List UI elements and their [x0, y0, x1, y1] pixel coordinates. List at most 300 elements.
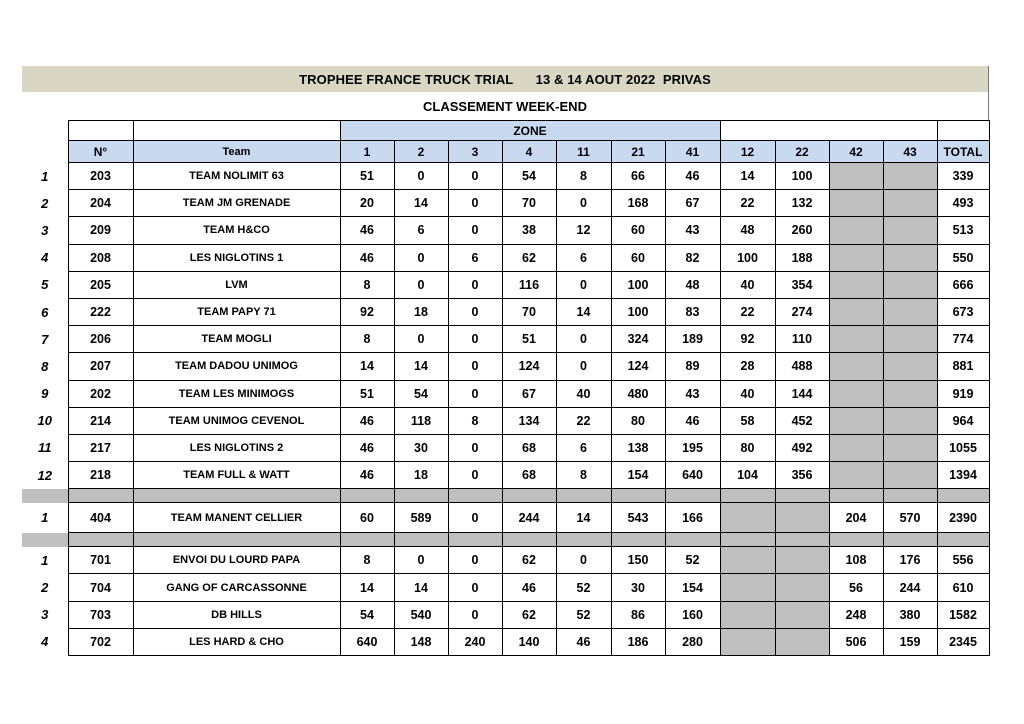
zone-score-cell: 0	[448, 217, 502, 244]
zone-score-cell: 51	[502, 326, 556, 353]
zone-score-cell: 0	[556, 547, 611, 574]
disabled-zone-cell	[883, 163, 937, 190]
team-number-cell: 217	[68, 434, 133, 461]
zone-score-cell: 274	[775, 298, 829, 325]
rank-cell: 9	[41, 386, 49, 402]
zone-score-cell: 60	[611, 217, 665, 244]
col-header-team: Team	[133, 141, 340, 163]
zone-score-cell: 54	[340, 601, 394, 628]
zone-score-cell: 244	[502, 503, 556, 533]
zone-score-cell: 43	[665, 217, 720, 244]
team-number-cell: 208	[68, 244, 133, 271]
disabled-zone-cell	[829, 380, 883, 407]
zone-score-cell: 138	[611, 434, 665, 461]
team-number-cell: 204	[68, 190, 133, 217]
zone-score-cell: 86	[611, 601, 665, 628]
zone-score-cell: 40	[720, 271, 775, 298]
zone-score-cell: 492	[775, 434, 829, 461]
zone-score-cell: 89	[665, 353, 720, 380]
zone-score-cell: 108	[829, 547, 883, 574]
zone-score-cell: 6	[448, 244, 502, 271]
disabled-zone-cell	[883, 462, 937, 489]
zone-score-cell: 260	[775, 217, 829, 244]
team-number-cell: 207	[68, 353, 133, 380]
zone-score-cell: 18	[394, 298, 448, 325]
separator-cell	[448, 489, 502, 503]
rank-cell: 8	[41, 358, 49, 374]
zone-score-cell: 8	[448, 407, 502, 434]
disabled-zone-cell	[883, 244, 937, 271]
zone-score-cell: 506	[829, 628, 883, 655]
zone-score-cell: 22	[720, 190, 775, 217]
zone-score-cell: 67	[665, 190, 720, 217]
separator-cell	[448, 533, 502, 547]
team-name-cell: DB HILLS	[133, 601, 340, 628]
zone-score-cell: 0	[556, 326, 611, 353]
disabled-zone-cell	[829, 353, 883, 380]
total-cell: 1582	[937, 601, 989, 628]
team-name-cell: TEAM UNIMOG CEVENOL	[133, 407, 340, 434]
col-header-zone: 42	[829, 141, 883, 163]
zone-score-cell: 56	[829, 574, 883, 601]
col-header-zone: 1	[340, 141, 394, 163]
zone-score-cell: 0	[448, 326, 502, 353]
column-header-row	[22, 141, 989, 163]
disabled-zone-cell	[883, 380, 937, 407]
zone-score-cell: 204	[829, 503, 883, 533]
zone-score-cell: 154	[611, 462, 665, 489]
total-cell: 493	[937, 190, 989, 217]
zone-score-cell: 8	[340, 326, 394, 353]
disabled-zone-cell	[720, 503, 775, 533]
separator-cell	[502, 533, 556, 547]
team-name-cell: TEAM LES MINIMOGS	[133, 380, 340, 407]
zone-score-cell: 8	[340, 271, 394, 298]
title-bar	[22, 66, 988, 92]
separator-cell	[937, 489, 989, 503]
zone-score-cell: 0	[556, 271, 611, 298]
team-name-cell: ENVOI DU LOURD PAPA	[133, 547, 340, 574]
total-cell: 881	[937, 353, 989, 380]
zone-label: ZONE	[340, 121, 720, 141]
zone-score-cell: 589	[394, 503, 448, 533]
separator-cell	[556, 489, 611, 503]
zone-score-cell: 0	[448, 462, 502, 489]
team-number-cell: 203	[68, 163, 133, 190]
total-cell: 774	[937, 326, 989, 353]
rank-cell: 4	[41, 634, 49, 650]
zone-score-cell: 100	[720, 244, 775, 271]
zone-score-cell: 8	[340, 547, 394, 574]
zone-score-cell: 46	[556, 628, 611, 655]
zone-score-cell: 132	[775, 190, 829, 217]
rank-cell: 10	[37, 413, 52, 429]
total-cell: 2345	[937, 628, 989, 655]
zone-score-cell: 160	[665, 601, 720, 628]
disabled-zone-cell	[883, 353, 937, 380]
zone-score-cell: 0	[448, 353, 502, 380]
total-cell: 1055	[937, 434, 989, 461]
disabled-zone-cell	[775, 628, 829, 655]
zone-score-cell: 51	[340, 163, 394, 190]
separator-cell	[611, 489, 665, 503]
zone-score-cell: 46	[340, 462, 394, 489]
separator-cell	[394, 489, 448, 503]
total-cell: 513	[937, 217, 989, 244]
table-row	[22, 217, 989, 244]
zone-score-cell: 30	[394, 434, 448, 461]
zone-score-cell: 0	[394, 326, 448, 353]
table-row	[22, 190, 989, 217]
disabled-zone-cell	[883, 434, 937, 461]
rank-cell: 1	[41, 552, 49, 568]
zone-score-cell: 140	[502, 628, 556, 655]
separator-cell	[775, 489, 829, 503]
separator-cell	[883, 489, 937, 503]
disabled-zone-cell	[883, 190, 937, 217]
total-cell: 666	[937, 271, 989, 298]
zone-score-cell: 52	[665, 547, 720, 574]
zone-score-cell: 195	[665, 434, 720, 461]
zone-score-cell: 100	[611, 298, 665, 325]
zone-score-cell: 66	[611, 163, 665, 190]
zone-score-cell: 244	[883, 574, 937, 601]
table-row	[22, 434, 989, 461]
zone-score-cell: 70	[502, 298, 556, 325]
team-number-cell: 704	[68, 574, 133, 601]
disabled-zone-cell	[829, 298, 883, 325]
separator-cell	[502, 489, 556, 503]
group-separator	[22, 533, 989, 547]
zone-score-cell: 70	[502, 190, 556, 217]
disabled-zone-cell	[829, 244, 883, 271]
zone-score-cell: 68	[502, 462, 556, 489]
disabled-zone-cell	[829, 190, 883, 217]
disabled-zone-cell	[720, 601, 775, 628]
col-header-zone: 41	[665, 141, 720, 163]
rank-cell: 11	[38, 440, 52, 456]
zone-score-cell: 186	[611, 628, 665, 655]
team-number-cell: 404	[68, 503, 133, 533]
zone-score-cell: 154	[665, 574, 720, 601]
zone-score-cell: 248	[829, 601, 883, 628]
team-number-cell: 703	[68, 601, 133, 628]
zone-score-cell: 14	[556, 503, 611, 533]
table-row	[22, 628, 989, 655]
zone-score-cell: 14	[556, 298, 611, 325]
zone-score-cell: 640	[340, 628, 394, 655]
rank-cell: 7	[41, 331, 49, 347]
zone-score-cell: 0	[448, 434, 502, 461]
zone-score-cell: 0	[448, 271, 502, 298]
rank-cell: 2	[41, 195, 49, 211]
separator-cell	[829, 489, 883, 503]
zone-score-cell: 46	[340, 434, 394, 461]
zone-score-cell: 166	[665, 503, 720, 533]
zone-score-cell: 100	[775, 163, 829, 190]
zone-score-cell: 116	[502, 271, 556, 298]
table-row	[22, 380, 989, 407]
zone-score-cell: 68	[502, 434, 556, 461]
table-row	[22, 574, 989, 601]
zone-score-cell: 46	[665, 163, 720, 190]
team-name-cell: TEAM FULL & WATT	[133, 462, 340, 489]
zone-score-cell: 22	[556, 407, 611, 434]
zone-score-cell: 80	[720, 434, 775, 461]
separator-cell	[611, 533, 665, 547]
rank-cell: 12	[37, 467, 52, 483]
zone-score-cell: 60	[611, 244, 665, 271]
disabled-zone-cell	[829, 217, 883, 244]
col-header-zone: 12	[720, 141, 775, 163]
disabled-zone-cell	[829, 434, 883, 461]
zone-score-cell: 22	[720, 298, 775, 325]
zone-score-cell: 148	[394, 628, 448, 655]
col-header-zone: 43	[883, 141, 937, 163]
team-number-cell: 222	[68, 298, 133, 325]
zone-score-cell: 570	[883, 503, 937, 533]
separator-cell	[340, 533, 394, 547]
zone-score-cell: 124	[502, 353, 556, 380]
disabled-zone-cell	[829, 326, 883, 353]
zone-score-cell: 354	[775, 271, 829, 298]
rank-cell: 5	[41, 277, 49, 293]
team-name-cell: TEAM PAPY 71	[133, 298, 340, 325]
separator-cell	[133, 489, 340, 503]
zone-score-cell: 14	[340, 353, 394, 380]
team-name-cell: TEAM MOGLI	[133, 326, 340, 353]
team-number-cell: 206	[68, 326, 133, 353]
zone-score-cell: 92	[340, 298, 394, 325]
zone-score-cell: 0	[448, 574, 502, 601]
total-cell: 610	[937, 574, 989, 601]
separator-cell	[665, 533, 720, 547]
disabled-zone-cell	[720, 628, 775, 655]
total-cell: 339	[937, 163, 989, 190]
zone-score-cell: 43	[665, 380, 720, 407]
col-header-zone: 21	[611, 141, 665, 163]
zone-score-cell: 62	[502, 601, 556, 628]
zone-score-cell: 144	[775, 380, 829, 407]
team-number-cell: 218	[68, 462, 133, 489]
zone-score-cell: 0	[448, 163, 502, 190]
zone-score-cell: 62	[502, 244, 556, 271]
results-table	[22, 120, 990, 656]
zone-score-cell: 38	[502, 217, 556, 244]
disabled-zone-cell	[829, 462, 883, 489]
team-number-cell: 205	[68, 271, 133, 298]
rank-cell: 3	[41, 222, 49, 238]
zone-score-cell: 6	[394, 217, 448, 244]
zone-score-cell: 83	[665, 298, 720, 325]
team-name-cell: LES NIGLOTINS 2	[133, 434, 340, 461]
zone-score-cell: 18	[394, 462, 448, 489]
zone-score-cell: 118	[394, 407, 448, 434]
separator-cell	[937, 533, 989, 547]
team-name-cell: LVM	[133, 271, 340, 298]
col-header-zone: 22	[775, 141, 829, 163]
zone-score-cell: 8	[556, 462, 611, 489]
zone-score-cell: 46	[665, 407, 720, 434]
rank-cell: 3	[41, 607, 49, 623]
zone-score-cell: 48	[720, 217, 775, 244]
separator-cell	[22, 489, 68, 503]
separator-cell	[133, 533, 340, 547]
table-row	[22, 503, 989, 533]
zone-score-cell: 480	[611, 380, 665, 407]
disabled-zone-cell	[829, 407, 883, 434]
zone-score-cell: 40	[556, 380, 611, 407]
rank-cell: 2	[41, 580, 49, 596]
total-cell: 964	[937, 407, 989, 434]
total-cell: 2390	[937, 503, 989, 533]
team-name-cell: TEAM MANENT CELLIER	[133, 503, 340, 533]
zone-score-cell: 168	[611, 190, 665, 217]
disabled-zone-cell	[775, 547, 829, 574]
zone-score-cell: 134	[502, 407, 556, 434]
team-number-cell: 702	[68, 628, 133, 655]
zone-score-cell: 6	[556, 244, 611, 271]
zone-score-cell: 324	[611, 326, 665, 353]
zone-score-cell: 52	[556, 574, 611, 601]
zone-score-cell: 51	[340, 380, 394, 407]
zone-score-cell: 0	[448, 503, 502, 533]
zone-score-cell: 356	[775, 462, 829, 489]
separator-cell	[775, 533, 829, 547]
team-name-cell: LES NIGLOTINS 1	[133, 244, 340, 271]
separator-cell	[340, 489, 394, 503]
separator-cell	[556, 533, 611, 547]
zone-score-cell: 104	[720, 462, 775, 489]
zone-score-cell: 176	[883, 547, 937, 574]
zone-score-cell: 100	[611, 271, 665, 298]
disabled-zone-cell	[883, 407, 937, 434]
zone-score-cell: 48	[665, 271, 720, 298]
zone-score-cell: 40	[720, 380, 775, 407]
zone-score-cell: 0	[556, 190, 611, 217]
zone-score-cell: 543	[611, 503, 665, 533]
subtitle: CLASSEMENT WEEK-END	[423, 98, 587, 114]
separator-cell	[665, 489, 720, 503]
separator-cell	[883, 533, 937, 547]
team-number-cell: 209	[68, 217, 133, 244]
col-header-zone: 4	[502, 141, 556, 163]
zone-score-cell: 80	[611, 407, 665, 434]
zone-score-cell: 46	[340, 407, 394, 434]
table-row	[22, 163, 989, 190]
zone-score-cell: 188	[775, 244, 829, 271]
zone-score-cell: 28	[720, 353, 775, 380]
separator-cell	[68, 533, 133, 547]
zone-score-cell: 110	[775, 326, 829, 353]
separator-cell	[720, 489, 775, 503]
disabled-zone-cell	[829, 163, 883, 190]
zone-score-cell: 0	[394, 547, 448, 574]
separator-cell	[68, 489, 133, 503]
zone-score-cell: 380	[883, 601, 937, 628]
zone-score-cell: 46	[502, 574, 556, 601]
team-number-cell: 701	[68, 547, 133, 574]
zone-score-cell: 280	[665, 628, 720, 655]
zone-score-cell: 14	[394, 574, 448, 601]
zone-score-cell: 488	[775, 353, 829, 380]
team-number-cell: 202	[68, 380, 133, 407]
zone-score-cell: 14	[394, 353, 448, 380]
event-place: PRIVAS	[662, 71, 711, 87]
zone-score-cell: 46	[340, 244, 394, 271]
zone-score-cell: 12	[556, 217, 611, 244]
total-cell: 919	[937, 380, 989, 407]
col-header-zone: 2	[394, 141, 448, 163]
team-name-cell: TEAM NOLIMIT 63	[133, 163, 340, 190]
rank-cell: 1	[41, 168, 49, 184]
separator-cell	[720, 533, 775, 547]
zone-score-cell: 150	[611, 547, 665, 574]
disabled-zone-cell	[883, 326, 937, 353]
zone-score-cell: 159	[883, 628, 937, 655]
table-row	[22, 547, 989, 574]
team-name-cell: TEAM DADOU UNIMOG	[133, 353, 340, 380]
zone-score-cell: 6	[556, 434, 611, 461]
disabled-zone-cell	[829, 271, 883, 298]
team-name-cell: GANG OF CARCASSONNE	[133, 574, 340, 601]
zone-score-cell: 189	[665, 326, 720, 353]
zone-score-cell: 14	[394, 190, 448, 217]
table-row	[22, 353, 989, 380]
event-title: TROPHEE FRANCE TRUCK TRIAL	[299, 71, 514, 87]
total-cell: 673	[937, 298, 989, 325]
disabled-zone-cell	[775, 601, 829, 628]
total-cell: 1394	[937, 462, 989, 489]
zone-score-cell: 82	[665, 244, 720, 271]
table-row	[22, 601, 989, 628]
subtitle-row	[22, 92, 988, 120]
zone-score-cell: 240	[448, 628, 502, 655]
zone-score-cell: 0	[394, 271, 448, 298]
zone-score-cell: 0	[448, 601, 502, 628]
separator-cell	[394, 533, 448, 547]
team-number-cell: 214	[68, 407, 133, 434]
zone-score-cell: 67	[502, 380, 556, 407]
zone-score-cell: 0	[556, 353, 611, 380]
zone-score-cell: 62	[502, 547, 556, 574]
zone-score-cell: 0	[394, 244, 448, 271]
separator-cell	[22, 533, 68, 547]
col-header-zone: 3	[448, 141, 502, 163]
col-header-total: TOTAL	[937, 141, 989, 163]
zone-score-cell: 20	[340, 190, 394, 217]
separator-cell	[829, 533, 883, 547]
table-row	[22, 298, 989, 325]
team-name-cell: TEAM JM GRENADE	[133, 190, 340, 217]
zone-score-cell: 0	[448, 298, 502, 325]
col-header-zone: 11	[556, 141, 611, 163]
zone-score-cell: 52	[556, 601, 611, 628]
disabled-zone-cell	[775, 503, 829, 533]
zone-score-cell: 0	[448, 547, 502, 574]
zone-score-cell: 0	[394, 163, 448, 190]
zone-score-cell: 14	[340, 574, 394, 601]
col-header-no: N°	[68, 141, 133, 163]
zone-score-cell: 14	[720, 163, 775, 190]
zone-score-cell: 124	[611, 353, 665, 380]
rank-cell: 6	[41, 304, 49, 320]
table-row	[22, 407, 989, 434]
table-row	[22, 462, 989, 489]
rank-cell: 1	[41, 510, 49, 526]
zone-score-cell: 8	[556, 163, 611, 190]
table-row	[22, 326, 989, 353]
